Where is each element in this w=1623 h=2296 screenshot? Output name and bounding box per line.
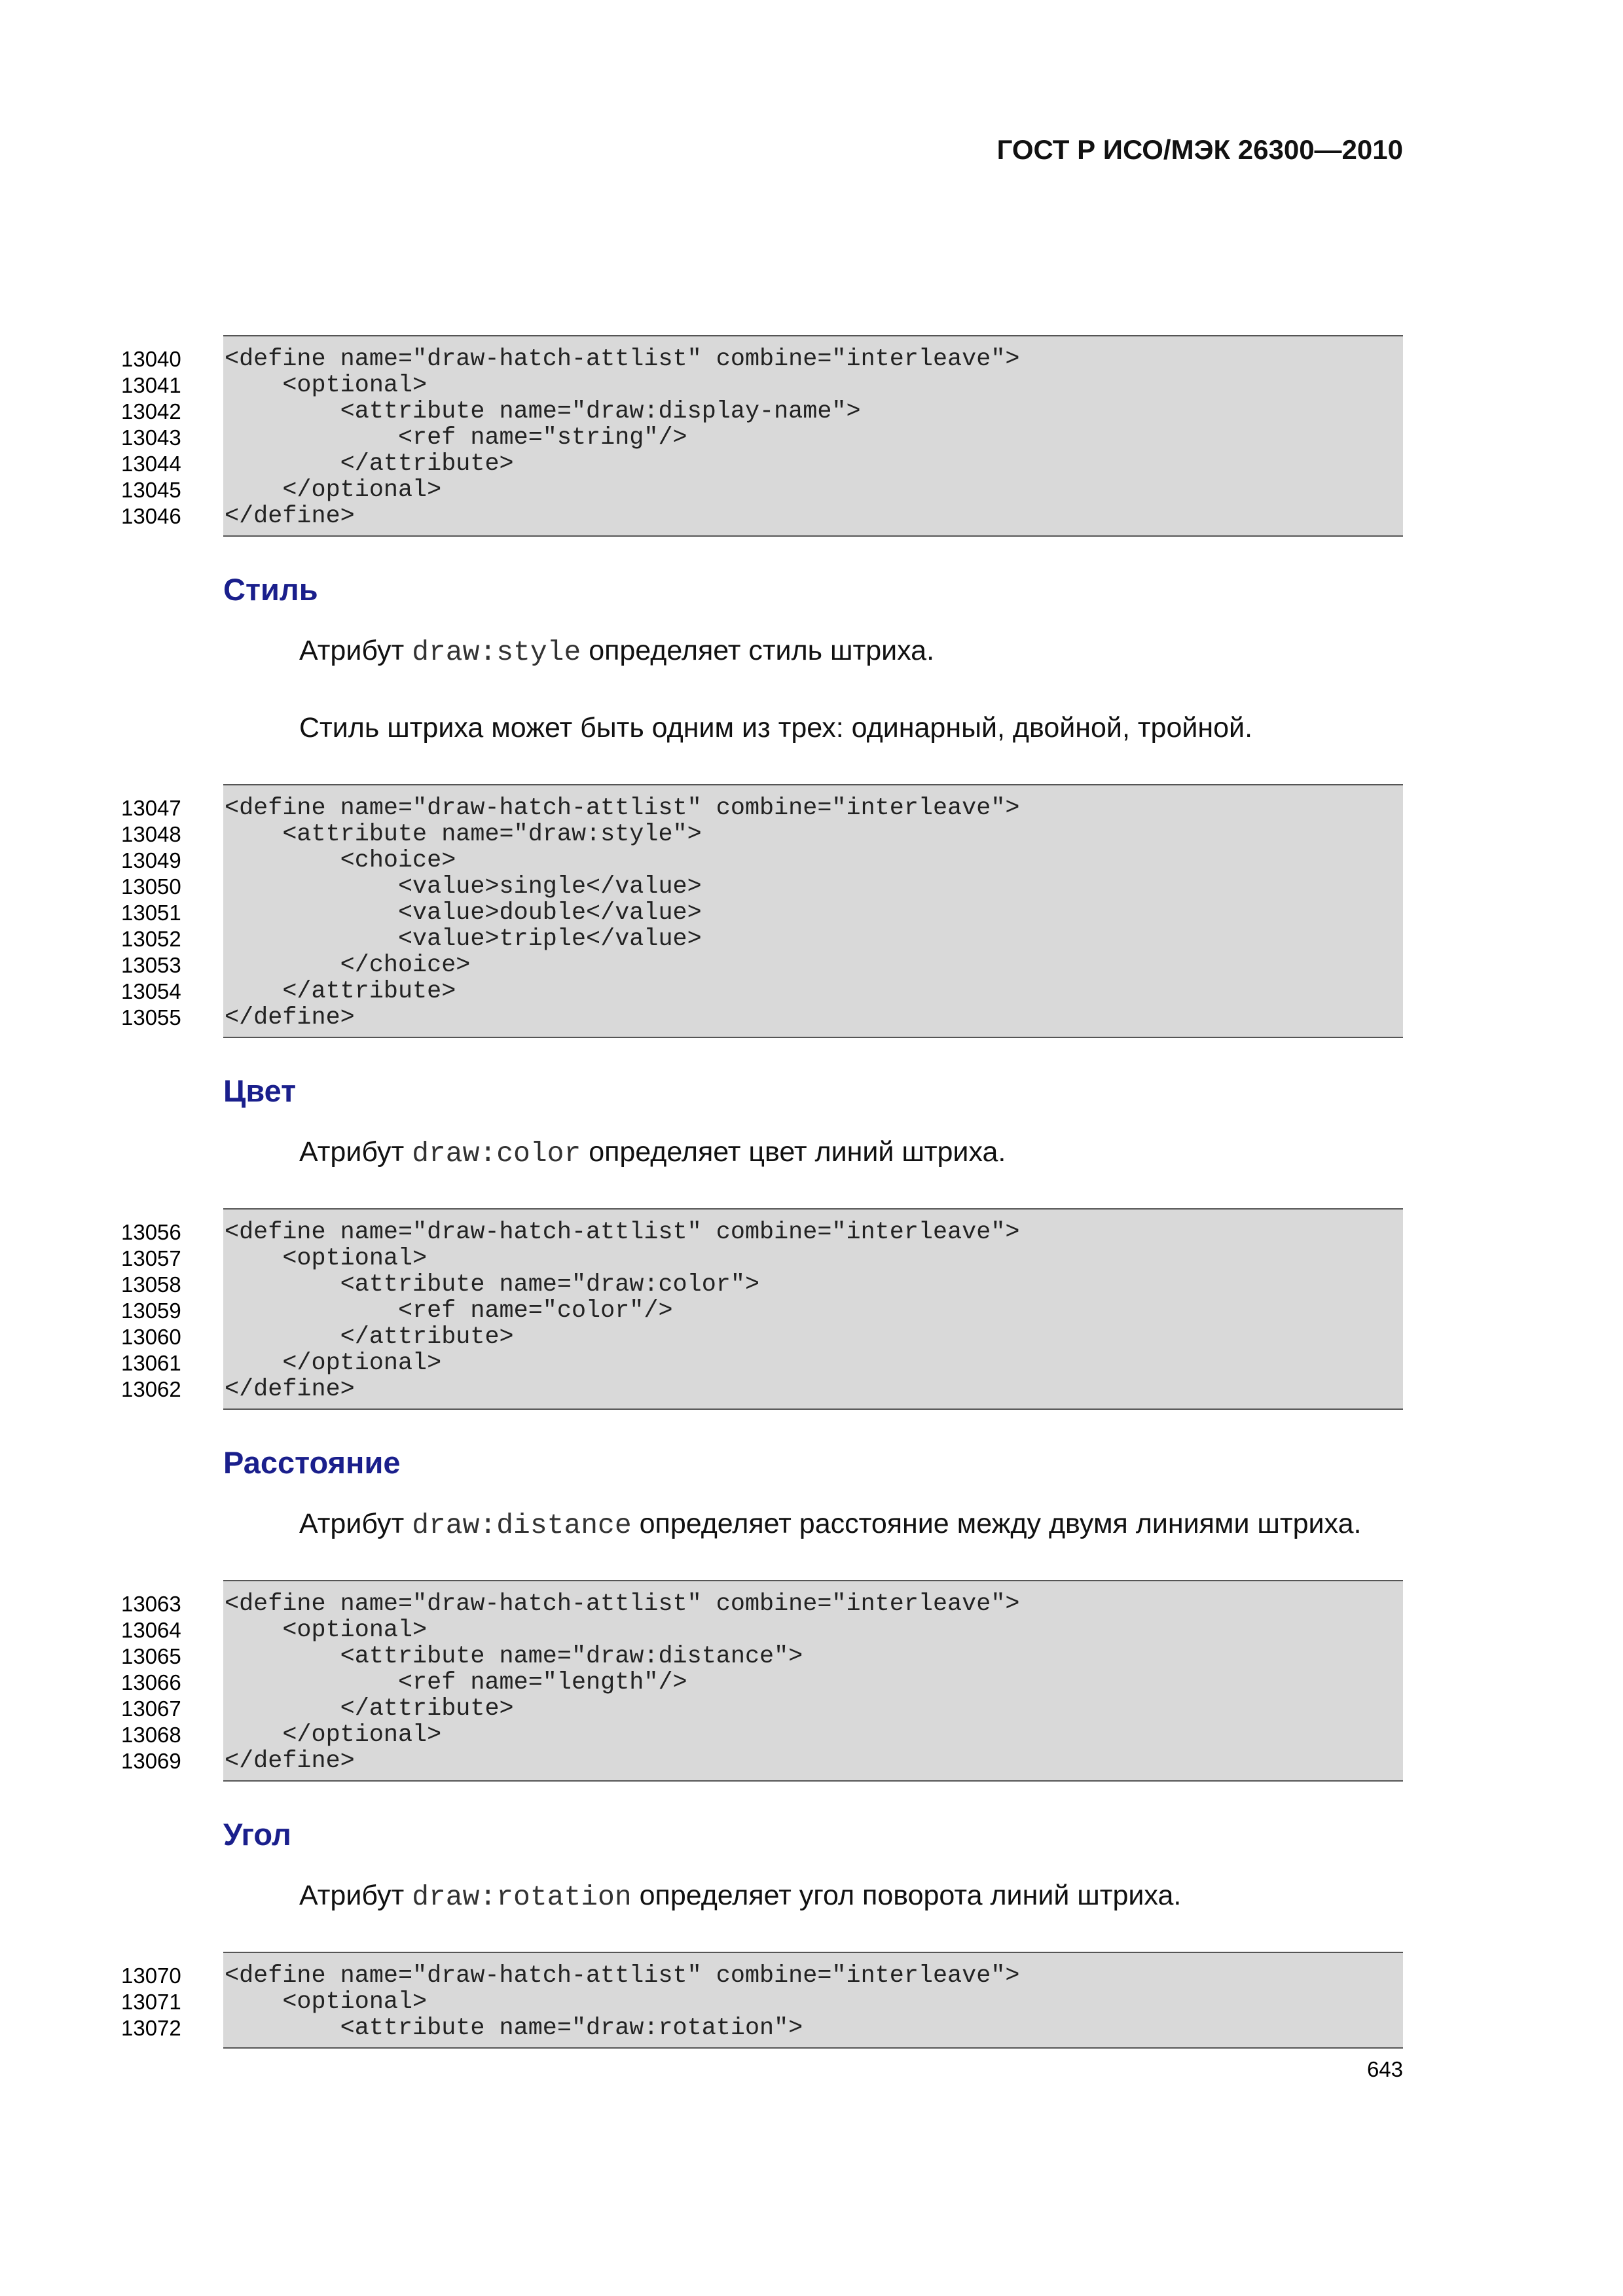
code-text: <attribute name="draw:display-name"> bbox=[225, 398, 861, 425]
code-line bbox=[121, 847, 1403, 874]
code-line bbox=[121, 2015, 1403, 2042]
code-text: <value>double</value> bbox=[225, 899, 702, 927]
code-block bbox=[121, 784, 1403, 1038]
paragraph bbox=[223, 1498, 1403, 1552]
code-line bbox=[121, 372, 1403, 399]
text-run: определяет стиль штриха. bbox=[581, 635, 935, 666]
code-listing bbox=[121, 1952, 1403, 2049]
code-line bbox=[121, 1721, 1403, 1749]
code-text: <attribute name="draw:distance"> bbox=[225, 1643, 803, 1670]
code-text: <ref name="length"/> bbox=[225, 1669, 687, 1696]
line-number: 13062 bbox=[121, 1377, 181, 1401]
code-line bbox=[121, 424, 1403, 452]
code-listing bbox=[121, 1208, 1403, 1410]
code-text: </attribute> bbox=[225, 450, 514, 478]
code-text: </choice> bbox=[225, 952, 471, 979]
code-line bbox=[121, 795, 1403, 822]
code-text: <choice> bbox=[225, 847, 456, 874]
code-line bbox=[121, 503, 1403, 530]
code-text: <attribute name="draw:style"> bbox=[225, 821, 702, 848]
line-number: 13040 bbox=[121, 347, 181, 371]
code-line bbox=[121, 821, 1403, 848]
line-number: 13043 bbox=[121, 425, 181, 450]
text-run: Атрибут bbox=[299, 1508, 412, 1539]
code-text: <ref name="string"/> bbox=[225, 424, 687, 452]
section-heading-color: Цвет bbox=[223, 1073, 297, 1108]
line-number: 13050 bbox=[121, 874, 181, 899]
code-line bbox=[121, 899, 1403, 927]
code-line bbox=[121, 925, 1403, 953]
page-content bbox=[121, 335, 1403, 2049]
code-line bbox=[121, 1617, 1403, 1644]
code-line bbox=[121, 1350, 1403, 1377]
code-text: </optional> bbox=[225, 476, 442, 504]
code-text: <attribute name="draw:color"> bbox=[225, 1271, 760, 1299]
line-number: 13066 bbox=[121, 1670, 181, 1695]
code-text: </optional> bbox=[225, 1350, 442, 1377]
line-number: 13059 bbox=[121, 1299, 181, 1323]
code-line bbox=[121, 952, 1403, 979]
text-run: определяет цвет линий штриха. bbox=[581, 1136, 1006, 1168]
code-line bbox=[121, 450, 1403, 478]
inline-code: draw:style bbox=[412, 636, 581, 668]
code-line bbox=[121, 1695, 1403, 1723]
line-number: 13047 bbox=[121, 796, 181, 820]
line-number: 13052 bbox=[121, 927, 181, 951]
code-block bbox=[121, 1952, 1403, 2049]
code-text: </define> bbox=[225, 1004, 355, 1031]
code-line bbox=[121, 1590, 1403, 1618]
line-number: 13068 bbox=[121, 1723, 181, 1747]
paragraph bbox=[223, 702, 1403, 756]
inline-code: draw:distance bbox=[412, 1509, 632, 1541]
code-text: <attribute name="draw:rotation"> bbox=[225, 2015, 803, 2042]
code-text: <define name="draw-hatch-attlist" combine="interleave"> bbox=[225, 346, 1020, 373]
line-number: 13070 bbox=[121, 1964, 181, 1988]
inline-code: draw:rotation bbox=[412, 1881, 632, 1913]
text-run: Атрибут bbox=[299, 1136, 412, 1168]
code-line bbox=[121, 978, 1403, 1005]
code-text: <optional> bbox=[225, 1617, 428, 1644]
code-listing bbox=[121, 1580, 1403, 1782]
line-number: 13055 bbox=[121, 1005, 181, 1030]
line-number: 13069 bbox=[121, 1749, 181, 1773]
code-text: <value>single</value> bbox=[225, 873, 702, 901]
code-listing bbox=[121, 335, 1403, 537]
code-text: </optional> bbox=[225, 1721, 442, 1749]
code-line bbox=[121, 1004, 1403, 1031]
code-text: <define name="draw-hatch-attlist" combine="interleave"> bbox=[225, 1962, 1020, 1990]
text-run: определяет угол поворота линий штриха. bbox=[631, 1880, 1182, 1911]
line-number: 13049 bbox=[121, 848, 181, 872]
line-number: 13072 bbox=[121, 2016, 181, 2040]
line-number: 13063 bbox=[121, 1592, 181, 1616]
line-number: 13060 bbox=[121, 1325, 181, 1349]
code-text: <optional> bbox=[225, 1245, 428, 1272]
inline-code: draw:color bbox=[412, 1138, 581, 1170]
code-line bbox=[121, 1669, 1403, 1696]
section-heading-style: Стиль bbox=[223, 572, 318, 607]
line-number: 13064 bbox=[121, 1618, 181, 1642]
code-text: <define name="draw-hatch-attlist" combine="interleave"> bbox=[225, 1590, 1020, 1618]
code-text: <value>triple</value> bbox=[225, 925, 702, 953]
text-run: Атрибут bbox=[299, 1880, 412, 1911]
paragraph bbox=[223, 624, 1403, 679]
line-number: 13053 bbox=[121, 953, 181, 977]
code-text: <optional> bbox=[225, 1988, 428, 2016]
code-line bbox=[121, 346, 1403, 373]
line-number: 13071 bbox=[121, 1990, 181, 2014]
code-text: </define> bbox=[225, 503, 355, 530]
code-text: </define> bbox=[225, 1748, 355, 1775]
section-heading-distance: Расстояние bbox=[223, 1445, 401, 1480]
code-text: </attribute> bbox=[225, 1323, 514, 1351]
text-run: Атрибут bbox=[299, 635, 412, 666]
line-number: 13044 bbox=[121, 452, 181, 476]
code-line bbox=[121, 1245, 1403, 1272]
code-line bbox=[121, 1376, 1403, 1403]
text-run: определяет расстояние между двумя линиями штриха. bbox=[631, 1508, 1362, 1539]
code-line bbox=[121, 1271, 1403, 1299]
code-line bbox=[121, 1988, 1403, 2016]
code-block bbox=[121, 1208, 1403, 1410]
line-number: 13041 bbox=[121, 373, 181, 397]
code-line bbox=[121, 398, 1403, 425]
code-line bbox=[121, 1219, 1403, 1246]
code-line bbox=[121, 1323, 1403, 1351]
line-number: 13061 bbox=[121, 1351, 181, 1375]
line-number: 13056 bbox=[121, 1220, 181, 1244]
code-text: <optional> bbox=[225, 372, 428, 399]
code-line bbox=[121, 1643, 1403, 1670]
line-number: 13057 bbox=[121, 1246, 181, 1270]
line-number: 13045 bbox=[121, 478, 181, 502]
code-line bbox=[121, 1748, 1403, 1775]
code-text: <ref name="color"/> bbox=[225, 1297, 673, 1325]
line-number: 13054 bbox=[121, 979, 181, 1003]
line-number: 13046 bbox=[121, 504, 181, 528]
text-run: Стиль штриха может быть одним из трех: одинарный, двойной, тройной. bbox=[299, 712, 1253, 744]
code-line bbox=[121, 873, 1403, 901]
line-number: 13067 bbox=[121, 1696, 181, 1721]
code-text: </attribute> bbox=[225, 978, 456, 1005]
code-text: <define name="draw-hatch-attlist" combine="interleave"> bbox=[225, 795, 1020, 822]
code-line bbox=[121, 476, 1403, 504]
paragraph bbox=[223, 1869, 1403, 1924]
code-block bbox=[121, 335, 1403, 537]
line-number: 13065 bbox=[121, 1644, 181, 1668]
code-line bbox=[121, 1962, 1403, 1990]
section-heading-rotation: Угол bbox=[223, 1817, 291, 1852]
line-number: 13042 bbox=[121, 399, 181, 423]
line-number: 13058 bbox=[121, 1272, 181, 1297]
code-block bbox=[121, 1580, 1403, 1782]
code-listing bbox=[121, 784, 1403, 1038]
document-header: ГОСТ Р ИСО/МЭК 26300—2010 bbox=[996, 134, 1403, 165]
code-line bbox=[121, 1297, 1403, 1325]
line-number: 13051 bbox=[121, 901, 181, 925]
line-number: 13048 bbox=[121, 822, 181, 846]
code-text: <define name="draw-hatch-attlist" combine="interleave"> bbox=[225, 1219, 1020, 1246]
page-number: 643 bbox=[1366, 2057, 1403, 2081]
code-text: </attribute> bbox=[225, 1695, 514, 1723]
code-text: </define> bbox=[225, 1376, 355, 1403]
paragraph bbox=[223, 1126, 1403, 1180]
